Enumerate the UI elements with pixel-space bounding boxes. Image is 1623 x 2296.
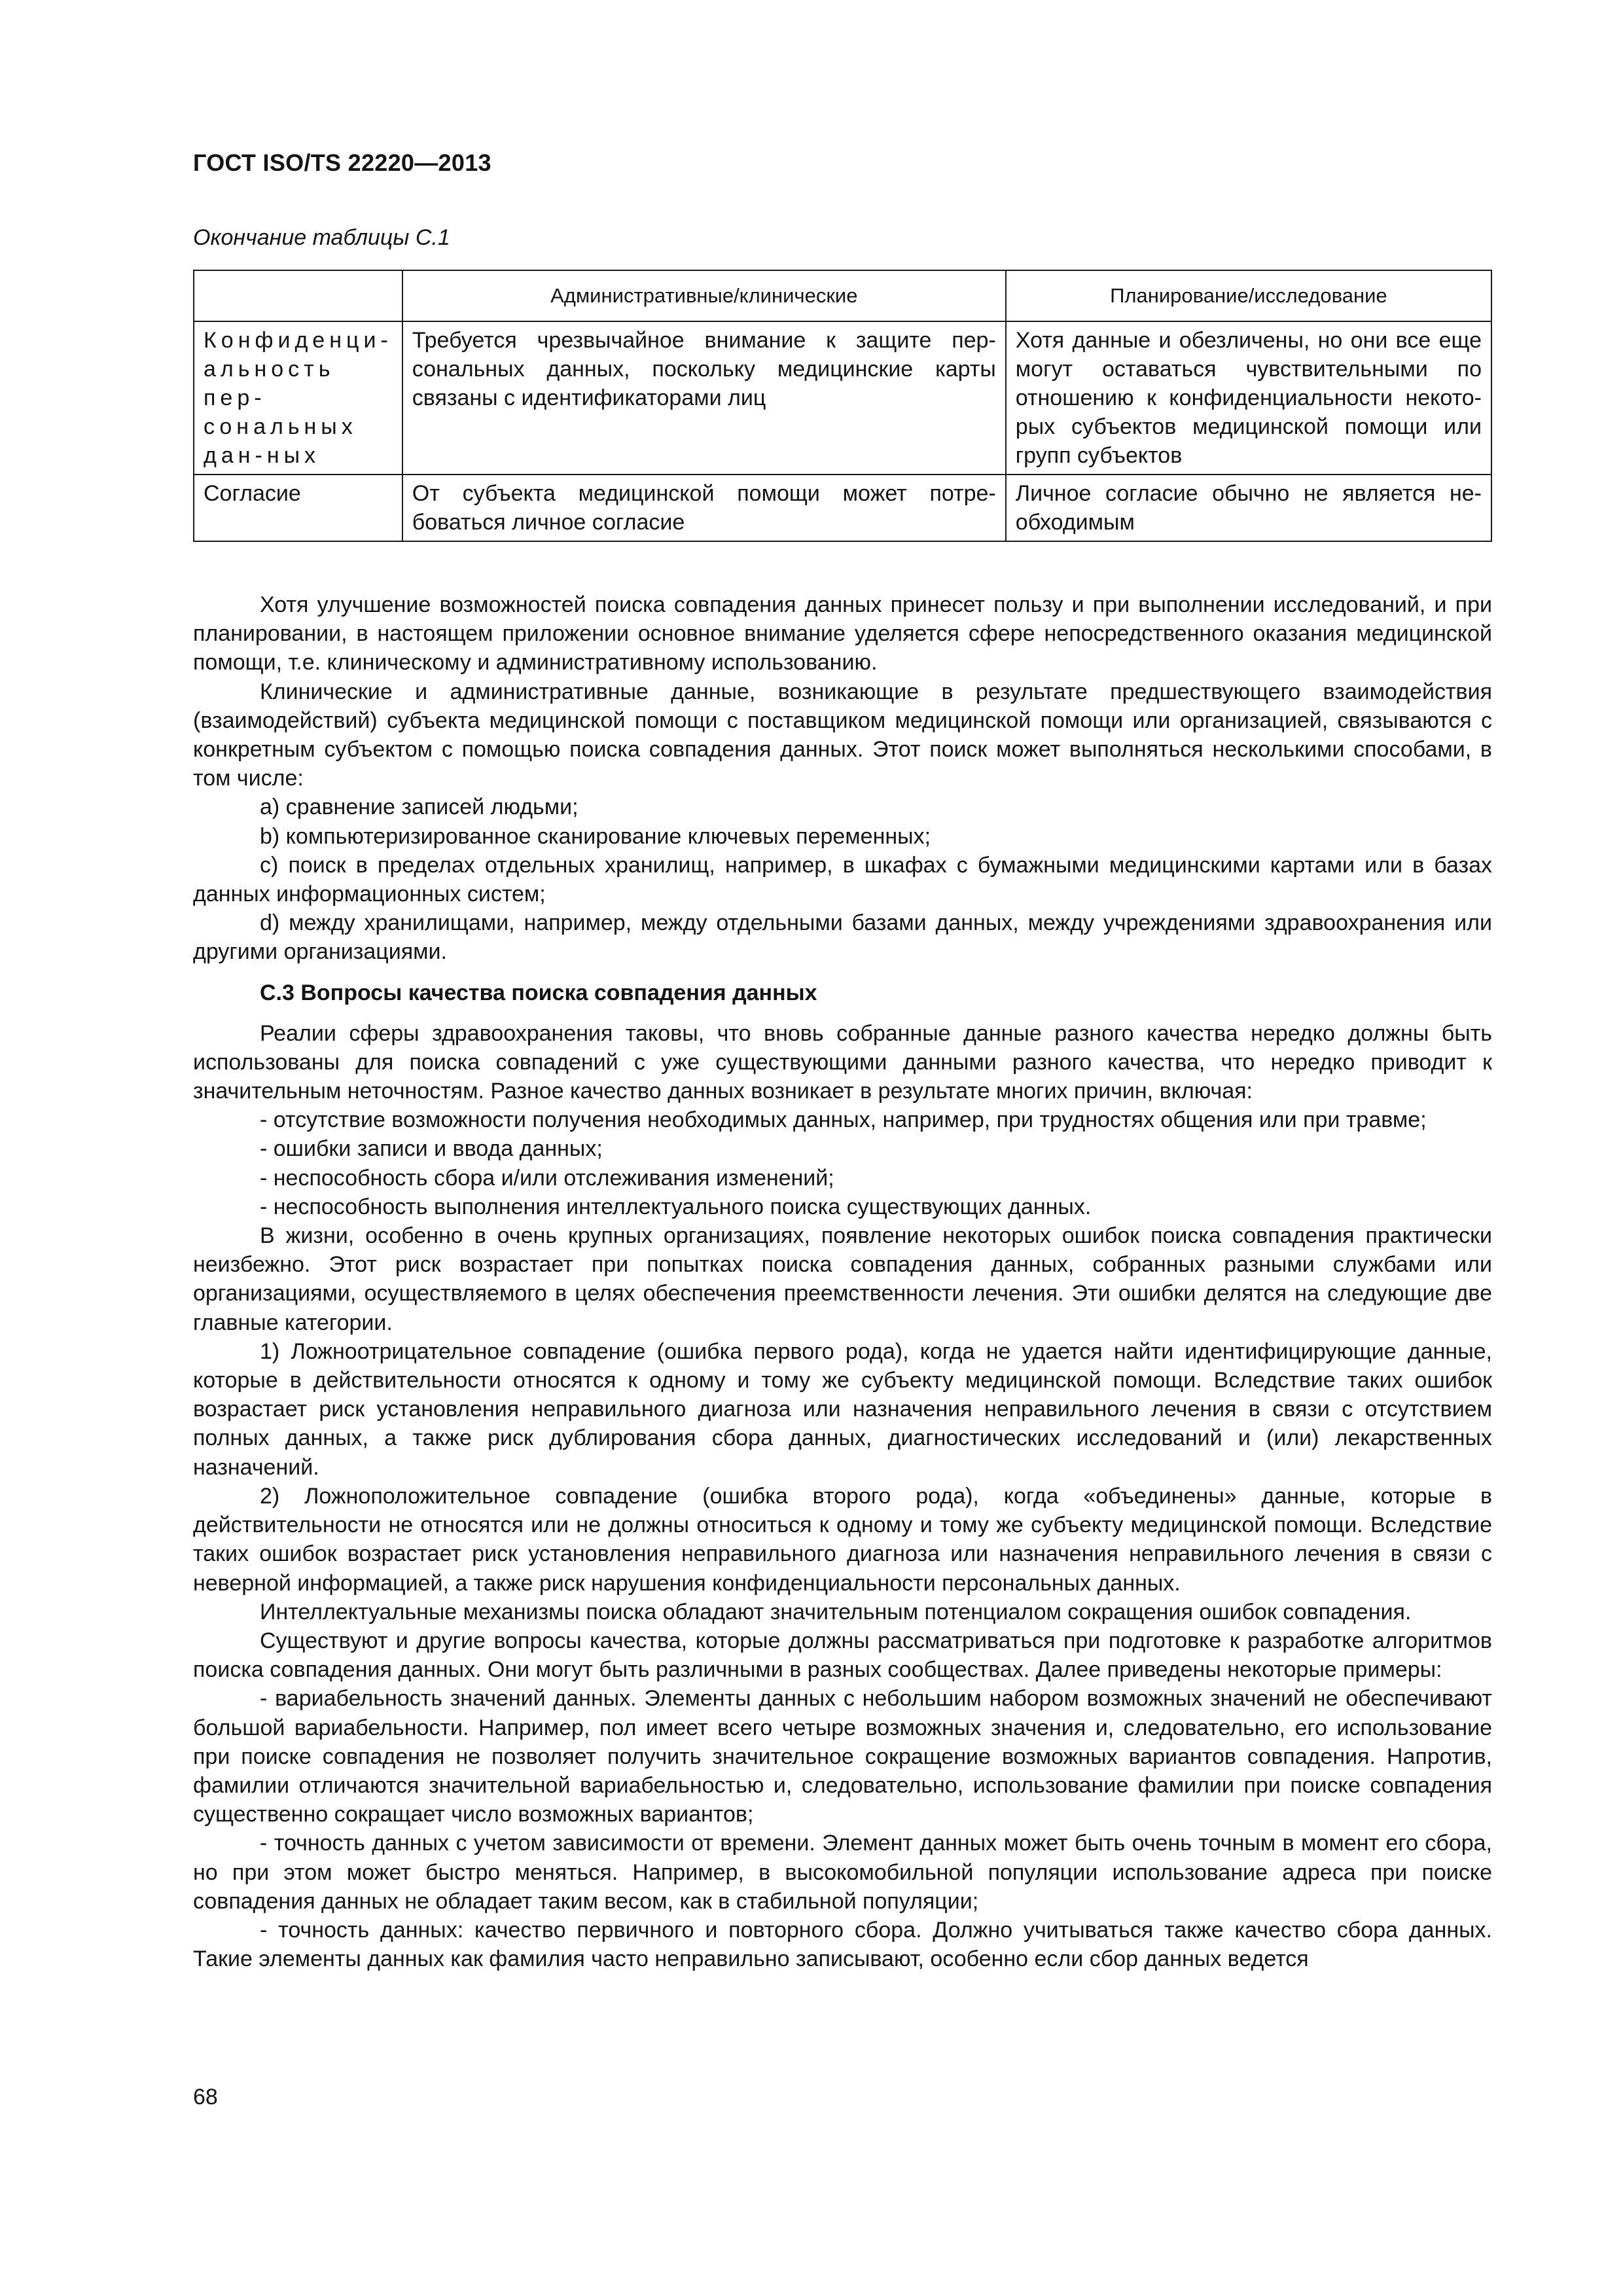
page-number: 68 xyxy=(193,2085,218,2109)
list-item: a) сравнение записей людьми; xyxy=(260,795,579,820)
paragraph: Существуют и другие вопросы качества, которые должны рассматриваться при подготовке к разработке алгоритмов поиска совпадения данных. Они могут быть различными в разных сообществах. Далее приведены некоторые примеры: xyxy=(193,1628,1492,1683)
list-item: - точность данных: качество первичного и повторного сбора. Должно учитываться также качество сбора данных. Такие элементы данных как фамилия часто неправильно записывают, особенно если сбор данных ведется xyxy=(193,1917,1492,1972)
body-text xyxy=(193,590,1492,1973)
table-caption: Окончание таблицы С.1 xyxy=(193,225,450,250)
paragraph: Клинические и административные данные, возникающие в результате предшествующего взаимодействия (взаимодействий) субъекта медицинской помощи с поставщиком медицинской помощи или организацией, связываются с конкретным субъектом с помощью поиска совпадения данных. Этот поиск может выполняться несколькими способами, в том числе: xyxy=(193,679,1492,791)
table-cell: Хотя данные и обезличены, но они все еще могут оставаться чувствительными по отношению к конфиденциальности некото-рых субъектов медицинской помощи или групп субъектов xyxy=(1006,321,1491,475)
section-heading: С.3 Вопросы качества поиска совпадения данных xyxy=(260,980,817,1005)
list-item: - неспособность сбора и/или отслеживания изменений; xyxy=(260,1165,834,1191)
paragraph: Хотя улучшение возможностей поиска совпадения данных принесет пользу и при выполнении исследований, и при планировании, в настоящем приложении основное внимание уделяется сфере непосредственного оказания медицинской помощи, т.е. клиническому и административному использованию. xyxy=(193,592,1492,675)
list-item: - точность данных с учетом зависимости от времени. Элемент данных может быть очень точным в момент его сбора, но при этом может быстро меняться. Например, в высокомобильной популяции использование адреса при поиске совпадения данных не обладает таким весом, как в стабильной популяции; xyxy=(193,1831,1492,1914)
paragraph: Реалии сферы здравоохранения таковы, что вновь собранные данные разного качества нередко должны быть использованы для поиска совпадений с уже существующими данными разного качества, что нередко приводит к значительным неточностям. Разное качество данных возникает в результате многих причин, включая: xyxy=(193,1020,1492,1104)
list-item: - вариабельность значений данных. Элементы данных с небольшим набором возможных значений не обеспечивают большой вариабельности. Например, пол имеет всего четыре возможных значения и, следовательно, его использование при поиске совпадения не позволяет получить значительное сокращение возможных вариантов совпадения. Напротив, фамилии отличаются значительной вариабельностью и, следовательно, использование фамилии при поиске совпадения существенно сокращает число возможных вариантов; xyxy=(193,1686,1492,1827)
list-item: - ошибки записи и ввода данных; xyxy=(260,1136,603,1162)
table-cell: От субъекта медицинской помощи может потре-боваться личное согласие xyxy=(402,475,1006,541)
table-header-row xyxy=(194,270,1491,321)
table-row xyxy=(194,321,1491,475)
list-item: - отсутствие возможности получения необходимых данных, например, при трудностях общения или при травме; xyxy=(260,1107,1427,1133)
table-cell: Конфиденци-альность пер-сональных дан-ных xyxy=(194,321,402,475)
paragraph: 2) Ложноположительное совпадение (ошибка второго рода), когда «объединены» данные, которые в действительности не относятся или не должны относиться к одному и тому же субъекту медицинской помощи. Вследствие таких ошибок возрастает риск установления неправильного диагноза или назначения неправильного лечения в связи с неверной информацией, а также риск нарушения конфиденциальности персональных данных. xyxy=(193,1483,1492,1596)
table-cell: Личное согласие обычно не является не-обходимым xyxy=(1006,475,1491,541)
paragraph: 1) Ложноотрицательное совпадение (ошибка первого рода), когда не удается найти идентифицирующие данные, которые в действительности относятся к одному и тому же субъекту медицинской помощи. Вследствие таких ошибок возрастает риск установления неправильного диагноза или назначения неправильного лечения в связи с отсутствием полных данных, а также риск дублирования сбора данных, диагностических исследований и (или) лекарственных назначений. xyxy=(193,1338,1492,1480)
document-header: ГОСТ ISO/TS 22220—2013 xyxy=(193,149,491,176)
table-header-cell: Планирование/исследование xyxy=(1006,270,1491,321)
paragraph: Интеллектуальные механизмы поиска обладают значительным потенциалом сокращения ошибок совпадения. xyxy=(260,1599,1412,1624)
paragraph: В жизни, особенно в очень крупных организациях, появление некоторых ошибок поиска совпадения практически неизбежно. Этот риск возрастает при попытках поиска совпадения данных, собранных разными службами или организациями, осуществляемого в целях обеспечения преемственности лечения. Эти ошибки делятся на следующие две главные категории. xyxy=(193,1223,1492,1335)
table-header-cell xyxy=(194,270,402,321)
data-table xyxy=(193,270,1492,542)
table-row xyxy=(194,475,1491,541)
table-header-cell: Административные/клинические xyxy=(402,270,1006,321)
list-item: b) компьютеризированное сканирование ключевых переменных; xyxy=(260,823,931,849)
list-item: c) поиск в пределах отдельных хранилищ, например, в шкафах с бумажными медицинскими картами или в базах данных информационных систем; xyxy=(193,852,1492,907)
list-item: d) между хранилищами, например, между отдельными базами данных, между учреждениями здравоохранения или другими организациями. xyxy=(193,910,1492,965)
table-cell: Требуется чрезвычайное внимание к защите пер-сональных данных, поскольку медицинские карты связаны с идентификаторами лиц xyxy=(402,321,1006,475)
list-item: - неспособность выполнения интеллектуального поиска существующих данных. xyxy=(260,1194,1092,1219)
table-cell: Согласие xyxy=(194,475,402,541)
